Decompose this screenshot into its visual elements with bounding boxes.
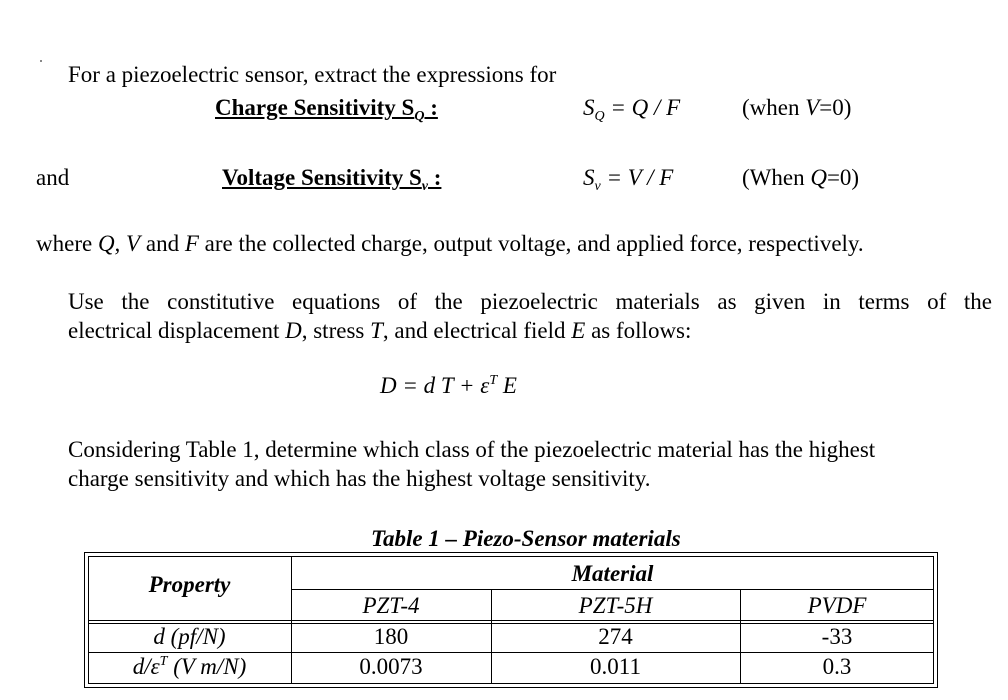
table-col-pzt5h: PZT-5H [578, 593, 653, 618]
charge-sensitivity-label: Charge Sensitivity $S_Q$ : [215, 95, 438, 124]
table-row2-property: $d/\varepsilon^T$ (V m/N) [132, 654, 247, 679]
constitutive-equation: D = d $T + \varepsilon^T$ E [380, 373, 517, 398]
table-col-pzt4: PZT-4 [362, 593, 420, 618]
intro-text: For a piezoelectric sensor, extract the expressions for [68, 62, 557, 87]
table-row2-pzt5h: 0.011 [590, 654, 641, 679]
table-caption: Table 1 – Piezo-Sensor materials [371, 526, 681, 551]
voltage-condition: (When Q=0) [742, 165, 860, 190]
use-paragraph-line1: Use the constitutive equations of the piezoelectric materials as given in terms of the [68, 289, 992, 314]
table-row2-pvdf: 0.3 [822, 654, 852, 679]
table-col-pvdf: PVDF [807, 593, 867, 618]
table-row1-property: d (pf/N) [153, 624, 226, 649]
table-header-material: Material [571, 561, 654, 586]
use-paragraph-line2: electrical displacement D, stress T, and electrical field E as follows: [68, 318, 692, 343]
consider-line2: charge sensitivity and which has the highest voltage sensitivity. [68, 466, 651, 491]
charge-sensitivity-formula: $S_Q = Q / F$ [583, 95, 681, 124]
table-row2-pzt4: 0.0073 [359, 654, 423, 679]
charge-condition: (when V=0) [742, 95, 852, 120]
table-row1-pzt4: 180 [373, 624, 409, 649]
voltage-sensitivity-label: Voltage Sensitivity $S_v$ : [222, 165, 442, 194]
table-hline-material [291, 589, 934, 590]
consider-line1: Considering Table 1, determine which class of the piezoelectric material has the highest [68, 437, 876, 462]
voltage-sensitivity-formula: $S_v = V / F$ [583, 165, 674, 194]
where-sentence: where Q, V and F are the collected charge, output voltage, and applied force, respectively. [36, 231, 864, 256]
table-header-property: Property [148, 572, 231, 597]
table-hline-header [88, 620, 934, 621]
table-row1-pzt5h: 274 [598, 624, 633, 649]
table-row1-pvdf: -33 [821, 624, 853, 649]
and-word: and [36, 165, 70, 190]
scan-dot [40, 60, 42, 62]
